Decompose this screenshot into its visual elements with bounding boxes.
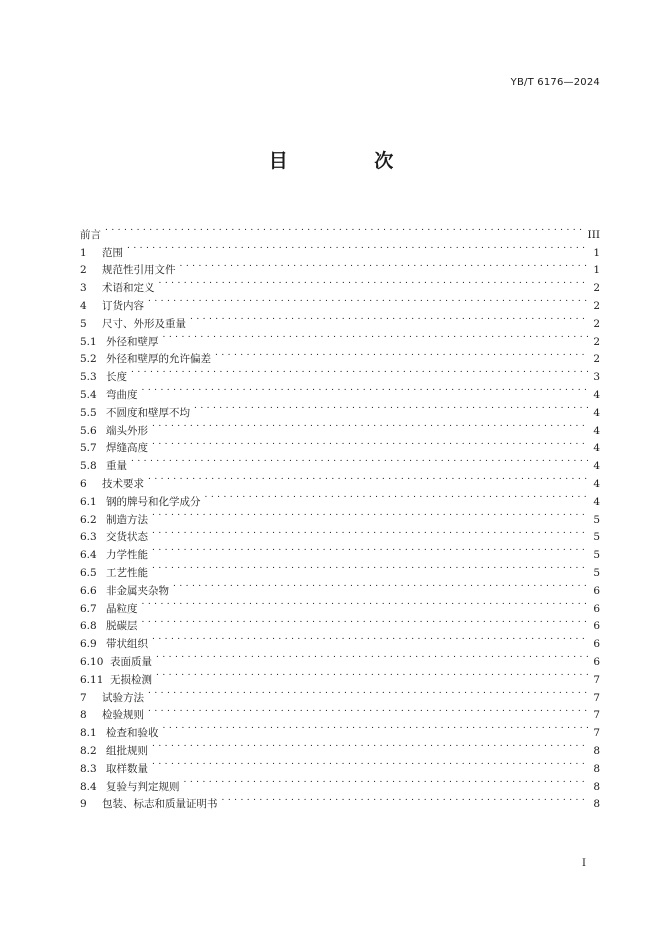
- toc-entry-page: 4: [593, 460, 600, 473]
- toc-entry-number: 5.1: [80, 335, 97, 348]
- toc-leader-dots: [156, 647, 588, 665]
- toc-leader-dots: [152, 505, 588, 523]
- toc-entry-number: 5.2: [80, 353, 97, 366]
- toc-leader-dots: [142, 380, 589, 398]
- toc-leader-dots: [152, 416, 588, 434]
- toc-entry-number: 5: [80, 317, 87, 330]
- toc-leader-dots: [105, 220, 586, 238]
- toc-entry-label: 钢的牌号和化学成分: [106, 495, 201, 508]
- toc-entry-number: 8.4: [80, 780, 97, 793]
- toc-title: 目 次: [268, 150, 434, 172]
- toc-entry-label: 焊缝高度: [106, 442, 148, 455]
- toc-entry[interactable]: [80, 487, 600, 508]
- toc-entry-label: 无损检测: [110, 673, 152, 686]
- toc-entry-label: 术语和定义: [102, 282, 155, 295]
- toc-entry-page: 3: [593, 371, 600, 384]
- toc-leader-dots: [159, 273, 589, 291]
- toc-entry-number: 6.1: [80, 495, 97, 508]
- toc-leader-dots: [184, 772, 589, 790]
- toc-entry-number: 3: [80, 282, 87, 295]
- toc-entry-label: 规范性引用文件: [102, 264, 176, 277]
- toc-entry-number: 5.8: [80, 460, 97, 473]
- toc-entry-number: 5.7: [80, 442, 97, 455]
- toc-entry-number: 6.9: [80, 638, 97, 651]
- toc-entry[interactable]: [80, 683, 600, 704]
- toc-entry-label: 晶粒度: [106, 602, 138, 615]
- toc-entry-label: 重量: [106, 460, 127, 473]
- toc-leader-dots: [173, 576, 588, 594]
- toc-entry[interactable]: [80, 469, 600, 490]
- toc-leader-dots: [156, 665, 588, 683]
- toc-entry-page: 4: [593, 388, 600, 401]
- toc-entry-page: 2: [593, 317, 600, 330]
- toc-entry-page: 5: [593, 566, 600, 579]
- toc-entry-page: 1: [593, 246, 600, 259]
- toc-entry-number: 4: [80, 299, 87, 312]
- toc-entry-label: 制造方法: [106, 513, 148, 526]
- toc-entry-number: 6.5: [80, 566, 97, 579]
- toc-entry[interactable]: [80, 220, 600, 241]
- toc-entry-number: 2: [80, 264, 87, 277]
- toc-leader-dots: [148, 469, 588, 487]
- toc-entry-label: 检查和验收: [106, 727, 159, 740]
- toc-entry[interactable]: [80, 612, 600, 633]
- toc-entry[interactable]: [80, 594, 600, 615]
- toc-leader-dots: [222, 790, 589, 808]
- toc-entry-page: 1: [593, 264, 600, 277]
- toc-entry-number: 6: [80, 477, 87, 490]
- toc-entry-label: 外径和壁厚的允许偏差: [106, 353, 211, 366]
- toc-entry-number: 9: [80, 798, 87, 811]
- table-of-contents: [80, 220, 600, 811]
- toc-entry[interactable]: [80, 736, 600, 757]
- toc-entry-page: 7: [593, 691, 600, 704]
- toc-entry[interactable]: [80, 665, 600, 686]
- toc-entry-number: 8.3: [80, 762, 97, 775]
- toc-entry[interactable]: [80, 398, 600, 419]
- toc-entry[interactable]: [80, 772, 600, 793]
- toc-entry-label: 检验规则: [102, 709, 144, 722]
- toc-entry-number: 5.5: [80, 406, 97, 419]
- toc-leader-dots: [152, 523, 588, 541]
- toc-entry[interactable]: [80, 540, 600, 562]
- toc-entry-page: 7: [593, 673, 600, 686]
- toc-entry-label: 技术要求: [102, 477, 144, 490]
- toc-entry-page: 4: [593, 424, 600, 437]
- toc-entry-label: 复验与判定规则: [106, 780, 180, 793]
- toc-entry-page: 8: [593, 762, 600, 775]
- toc-entry-page: 8: [593, 744, 600, 757]
- toc-entry-label: 端头外形: [106, 424, 148, 437]
- toc-entry-label: 订货内容: [102, 299, 144, 312]
- toc-entry-label: 弯曲度: [106, 388, 138, 401]
- toc-leader-dots: [148, 701, 588, 719]
- toc-leader-dots: [152, 558, 588, 576]
- toc-entry-page: III: [587, 228, 600, 241]
- toc-entry-number: 5.4: [80, 388, 97, 401]
- toc-entry-label: 表面质量: [110, 655, 152, 668]
- toc-leader-dots: [148, 291, 588, 309]
- toc-entry-page: 8: [593, 780, 600, 793]
- toc-leader-dots: [142, 594, 589, 612]
- toc-entry[interactable]: [80, 416, 600, 437]
- toc-entry-number: 6.3: [80, 531, 97, 544]
- toc-entry-number: 8: [80, 709, 87, 722]
- toc-leader-dots: [127, 238, 588, 256]
- toc-entry-page: 5: [593, 549, 600, 562]
- toc-leader-dots: [152, 754, 588, 772]
- toc-entry-label: 长度: [106, 371, 127, 384]
- toc-leader-dots: [148, 683, 588, 701]
- toc-entry-page: 2: [593, 282, 600, 295]
- toc-entry-number: 6.7: [80, 602, 97, 615]
- toc-entry-page: 6: [593, 584, 600, 597]
- toc-entry-label: 前言: [80, 228, 101, 241]
- toc-entry-page: 6: [593, 655, 600, 668]
- toc-entry-number: 6.6: [80, 584, 97, 597]
- toc-entry-number: 8.1: [80, 727, 97, 740]
- toc-entry-number: 6.2: [80, 513, 97, 526]
- toc-entry-label: 外径和壁厚: [106, 335, 159, 348]
- toc-entry-number: 8.2: [80, 744, 97, 757]
- standard-code: YB/T 6176—2024: [510, 77, 600, 88]
- toc-leader-dots: [163, 718, 589, 736]
- toc-entry-label: 带状组织: [106, 638, 148, 651]
- toc-entry-page: 4: [593, 406, 600, 419]
- toc-leader-dots: [215, 345, 588, 363]
- toc-entry[interactable]: [80, 523, 600, 544]
- toc-entry-label: 试验方法: [102, 691, 144, 704]
- toc-entry[interactable]: [80, 576, 600, 597]
- toc-entry-page: 6: [593, 620, 600, 633]
- toc-entry[interactable]: [80, 291, 600, 312]
- toc-entry-label: 组批规则: [106, 744, 148, 757]
- toc-entry[interactable]: [80, 701, 600, 722]
- toc-entry[interactable]: [80, 434, 600, 455]
- toc-entry-number: 6.8: [80, 620, 97, 633]
- toc-leader-dots: [190, 309, 588, 327]
- toc-entry[interactable]: [80, 238, 600, 259]
- toc-entry-page: 6: [593, 602, 600, 615]
- toc-entry[interactable]: [80, 362, 600, 384]
- toc-leader-dots: [205, 487, 589, 505]
- toc-entry-label: 不圆度和壁厚不均: [106, 406, 190, 419]
- toc-entry-label: 范围: [102, 246, 123, 259]
- toc-entry-page: 2: [593, 353, 600, 366]
- toc-entry-number: 6.10: [80, 655, 104, 668]
- toc-entry-label: 力学性能: [106, 549, 148, 562]
- toc-entry[interactable]: [80, 754, 600, 775]
- toc-entry-label: 尺寸、外形及重量: [102, 317, 186, 330]
- toc-entry-label: 脱碳层: [106, 620, 138, 633]
- toc-leader-dots: [152, 540, 588, 558]
- toc-entry-number: 6.11: [80, 673, 104, 686]
- toc-entry-page: 8: [593, 798, 600, 811]
- toc-entry[interactable]: [80, 629, 600, 651]
- toc-entry-page: 7: [593, 709, 600, 722]
- toc-entry-page: 7: [593, 727, 600, 740]
- toc-entry-number: 6.4: [80, 549, 97, 562]
- toc-entry[interactable]: [80, 309, 600, 330]
- toc-entry-page: 2: [593, 299, 600, 312]
- toc-entry[interactable]: [80, 256, 600, 277]
- toc-leader-dots: [152, 629, 588, 647]
- toc-entry[interactable]: [80, 451, 600, 473]
- toc-leader-dots: [152, 434, 588, 452]
- toc-entry-label: 取样数量: [106, 762, 148, 775]
- toc-entry-page: 4: [593, 477, 600, 490]
- toc-entry-number: 7: [80, 691, 87, 704]
- toc-entry-number: 5.6: [80, 424, 97, 437]
- toc-entry-page: 6: [593, 638, 600, 651]
- toc-entry[interactable]: [80, 647, 600, 668]
- toc-leader-dots: [131, 362, 588, 380]
- toc-leader-dots: [142, 612, 589, 630]
- toc-entry-page: 5: [593, 531, 600, 544]
- toc-entry-label: 交货状态: [106, 531, 148, 544]
- toc-entry[interactable]: [80, 380, 600, 401]
- toc-entry-label: 包装、标志和质量证明书: [102, 798, 218, 811]
- toc-entry-label: 工艺性能: [106, 566, 148, 579]
- toc-entry-page: 5: [593, 513, 600, 526]
- toc-entry-page: 4: [593, 442, 600, 455]
- toc-leader-dots: [194, 398, 588, 416]
- toc-leader-dots: [163, 327, 589, 345]
- toc-entry-number: 5.3: [80, 371, 97, 384]
- toc-leader-dots: [152, 736, 588, 754]
- toc-leader-dots: [131, 451, 588, 469]
- toc-entry[interactable]: [80, 558, 600, 579]
- toc-entry-label: 非金属夹杂物: [106, 584, 169, 597]
- page-number: I: [582, 858, 586, 869]
- toc-entry[interactable]: [80, 505, 600, 526]
- toc-entry-page: 4: [593, 495, 600, 508]
- toc-entry[interactable]: [80, 273, 600, 295]
- toc-entry-page: 2: [593, 335, 600, 348]
- toc-leader-dots: [180, 256, 589, 274]
- toc-entry[interactable]: [80, 718, 600, 740]
- toc-entry-number: 1: [80, 246, 87, 259]
